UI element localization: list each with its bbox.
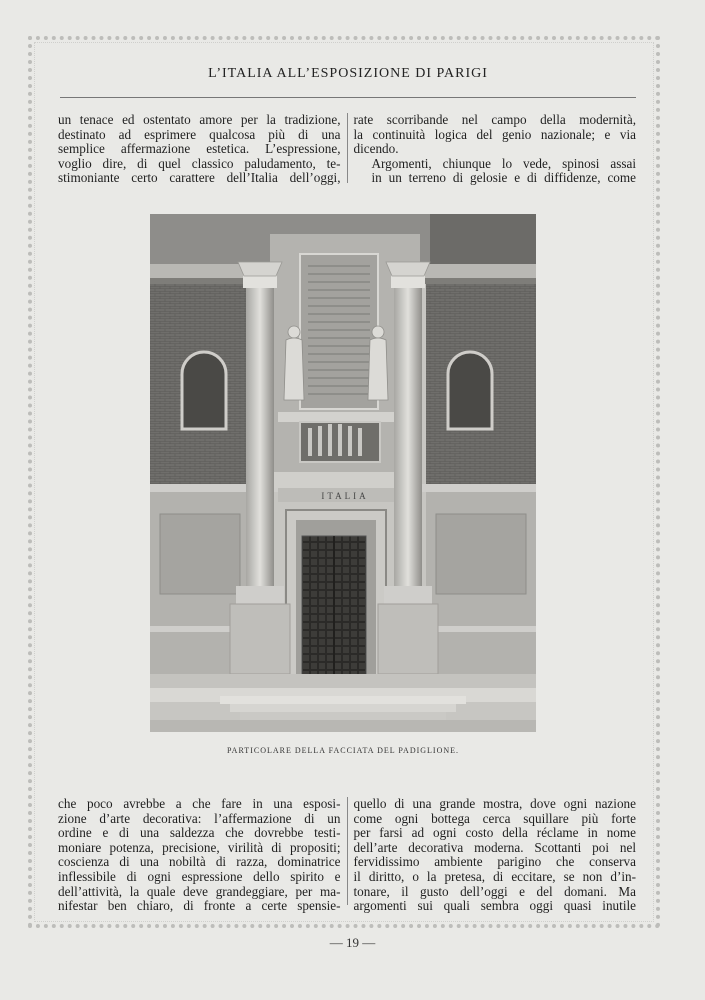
text-line: il diritto, o la pretesa, di eccitare, se non d’in- — [353, 868, 636, 884]
text-line: quello di una grande mostra, dove ogni nazione — [353, 796, 636, 811]
top-left-column — [58, 112, 341, 186]
page-number: — 19 — — [329, 935, 376, 950]
text-line: dell’attività, la quale deve grandeggiare, per ma- — [58, 883, 341, 899]
text-line: in un terreno di gelosie e di diffidenze, come — [371, 170, 636, 186]
facade-inscription: ITALIA — [321, 491, 369, 501]
figure-caption: PARTICOLARE DELLA FACCIATA DEL PADIGLIONE. — [226, 746, 460, 755]
top-right-column — [353, 112, 637, 186]
text-line: argomenti sui quali sembra oggi quasi inutile — [353, 898, 636, 914]
text-line: zione d’arte decorativa: l’affermazione di un — [58, 810, 341, 826]
column-divider — [347, 797, 348, 905]
text-line: ordine e di una saldezza che dovrebbe testi- — [58, 825, 341, 841]
text-line: tonare, il gusto dell’oggi e del domani. Ma — [353, 883, 636, 899]
column-divider — [347, 113, 348, 183]
text-line: voglio dire, di quel classico paludamento, te- — [58, 155, 341, 171]
bottom-right-column — [353, 796, 637, 914]
top-text-columns — [58, 112, 636, 186]
bottom-left-column — [58, 796, 341, 914]
text-line: per farsi ad ogni costo della réclame in nome — [353, 825, 636, 841]
text-line: dicendo. — [353, 141, 399, 157]
bottom-text-columns — [58, 796, 636, 914]
text-line: coscienza di una nobiltà di razza, dominatrice — [58, 854, 341, 870]
header-rule — [60, 97, 636, 98]
facade-photograph-illustration — [150, 214, 536, 732]
text-line: fervidissimo ambiente parigino che conserva — [353, 854, 636, 870]
text-line: rate scorribande nel campo della modernità, — [353, 112, 636, 127]
text-line: moniare potenza, precisione, virilità di propositi; — [58, 839, 341, 855]
text-line: nifestar ben chiaro, di fronte a certe spensie- — [58, 898, 341, 914]
text-line: semplice affermazione estetica. L’espressione, — [58, 141, 341, 157]
facade-photograph — [150, 214, 536, 732]
text-line: Argomenti, chiunque lo vede, spinosi assai — [371, 155, 636, 171]
text-line: inflessibile di ogni espressione dello spirito e — [58, 868, 341, 884]
text-line: che poco avrebbe a che fare in una esposi- — [58, 796, 341, 811]
text-line: un tenace ed ostentato amore per la tradizione, — [58, 112, 341, 127]
text-line: dell’arte decorativa moderna. Scottanti poi nel — [353, 839, 636, 855]
text-line: come ogni bottega cerca squillare più forte — [353, 810, 636, 826]
running-header: L’ITALIA ALL’ESPOSIZIONE DI PARIGI — [208, 66, 488, 81]
text-line: stimoniante certo carattere dell’Italia dell’oggi, — [58, 170, 341, 186]
text-line: la continuità logica del genio nazionale; e via — [353, 126, 636, 142]
text-line: destinato ad esprimere qualcosa più di una — [58, 126, 341, 142]
